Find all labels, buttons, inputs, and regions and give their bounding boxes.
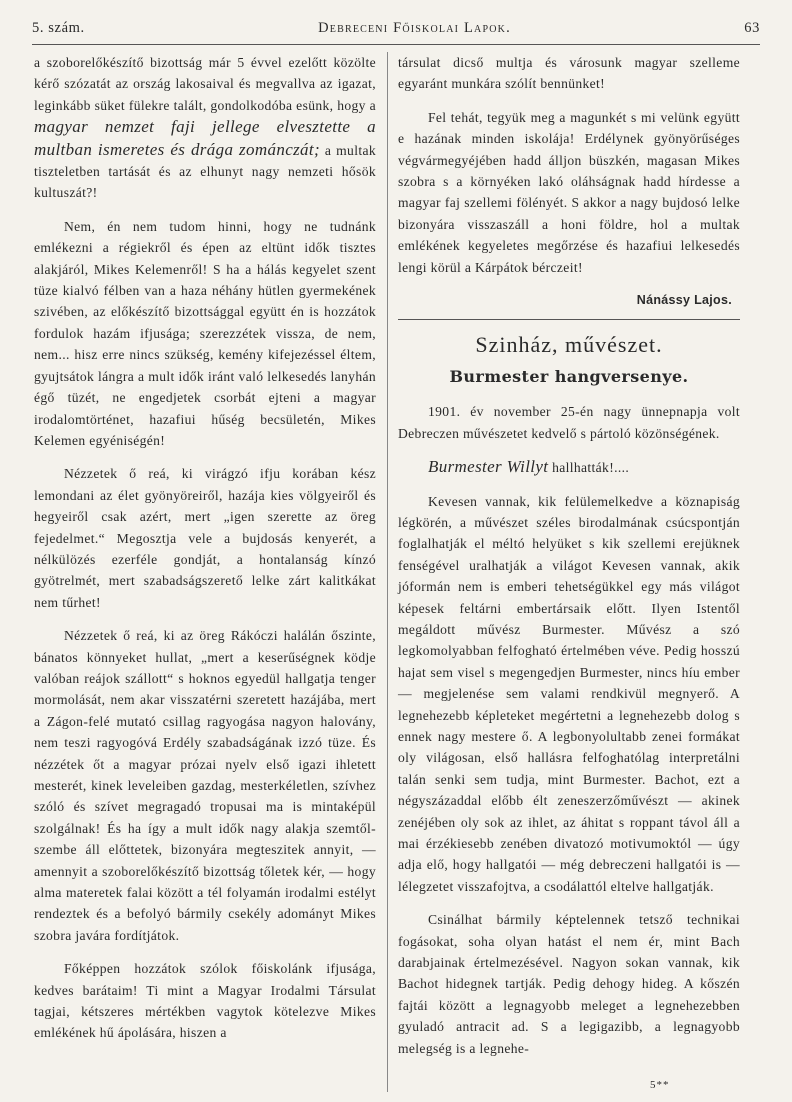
left-column <box>34 52 376 1056</box>
header-rule <box>32 44 760 45</box>
right-paragraph-3: 1901. év november 25-én nagy ünnepnapja volt Debreczen művészetet kedvelő s pártoló közönségének. <box>398 404 740 441</box>
left-paragraph-2: Nem, én nem tudom hinni, hogy ne tudnánk emlékezni a régiekről és épen az eltünt idők tisztes alakjáról, Mikes Kelemenről! S ha a hálás kegyelet szent tüze kialvó félben van a haza néhány hütlen gyermekének szivében, az előkészítő bizottsággal együtt én is hozzátok fordulok hazám ifjusága; szerezzétek vissza, de nem, nem... hisz erre nincs szükség, kemény kifejezéssel éltem, gyujtsátok lángra a mult idők iránt való lelkesedés lanyhán égő tüzét, ne engedjetek csorbát ejteni a magyar irodalomtörténet, hazafiui hűség becsületén, Mikes Kelemen egyéniségén! <box>34 218 376 448</box>
left-paragraph-5: Főképpen hozzátok szólok főiskolánk ifjusága, kedves barátaim! Ti mint a Magyar Irodalmi Társulat tagjai, kétszeres mértékben vagytok kötelezve Mikes emlékének hű ápolására, hiszen a <box>34 961 376 1041</box>
left-paragraph-1: a szoborelőkészítő bizottság már 5 évvel ezelőtt közölte kérő szózatát az ország lakosaival és megvallva az igazat, leginkább süket fülekre talált, gondolkodóba esünk, hogy a magyar nemzet faji jellege elvesztette a multban ismeretes és drága zománczát; a multak tiszteletben tartását és az elhunyt nagy nemzeti hősök kultuszát?! <box>34 55 376 201</box>
column-divider <box>387 52 388 1092</box>
page-header <box>32 20 760 42</box>
section-rule <box>398 319 740 320</box>
author-signature: Nánássy Lajos. <box>636 293 732 308</box>
right-paragraph-4: Burmester Willyt hallhatták!.... <box>428 457 630 477</box>
issue-number: 5. szám. <box>32 20 85 36</box>
publication-title: Debreceni Főiskolai Lapok. <box>318 20 511 36</box>
section-title: Szinház, művészet. <box>475 332 663 358</box>
page-number: 63 <box>744 20 760 36</box>
printer-signature-mark: 5** <box>650 1079 670 1091</box>
emphasis-phrase: magyar nemzet faji jellege elvesztette a multban ismeretes és drága zománczát; <box>34 117 376 159</box>
article-title: Burmester hangversenye. <box>449 366 689 386</box>
performer-name: Burmester Willyt <box>428 457 549 477</box>
left-paragraph-3: Nézzetek ő reá, ki virágzó ifju korában kész lemondani az élet gyönyöreiről, hazája kies völgyeiről és hegyeiről csak azért, mert „igen szerette az öreg fejedelmet.“ Megosztja vele a bujdosás kenyerét, a nélkülözés ezerféle gondját, a hontalanság kínzó gyötrelmét, mert szabadságszerető lelke zárt kalitkákat nem tűrhet! <box>34 466 376 610</box>
right-paragraph-2: Fel tehát, tegyük meg a magunkét s mi velünk együtt e hazának minden iskolája! Erdélynek gyönyörűséges végvármegyéjében hadd álljon büszkén, magasan Mikes szobra s a környéken lakó oláhságnak hadd hírdesse a magyar faj szellemi fölényét. S akkor a nagy bujdosó lelke bizonyára visszaszáll a honi földre, hol a multak emlékének kegyeletes megőrzése és hazafiui lelkesedés lengi körül a Kárpátok bérczeit! <box>398 109 740 275</box>
right-column <box>398 52 740 1071</box>
right-paragraph-6: Csinálhat bármily képtelennek tetsző technikai fogásokat, soha olyan hatást el nem ér, mint Bach darabjainak értelmezésével. Nagyon sokan vannak, kik Bachot hidegnek tartják. Pedig dehogy hideg. A kőszén fajtái között a legnagyobb meleget a legnehezebben gyuladó antracit ad. S a legigazibb, a legnagyobb melegség is a legnehe- <box>398 912 740 1056</box>
left-paragraph-4: Nézzetek ő reá, ki az öreg Rákóczi halálán őszinte, bánatos könnyeket hullat, „mert a keserűségnek ködje valóban reájok szállott“ s hoknos egyedül hallgatja tenger mormolását, nem akar visszatérni szeretett hazájába, mert a Zágon-felé mutató csillag ragyogása nagyon halovány, nem teszi ragyogóvá Erdély szabadságának izzó tüze. És nézzétek őt a magyar prózai nyelv első igazi ihletett mesterét, kinek leveleiben gazdag, mesterkéletlen, szívhez szóló és szívet megragadó tropusai ma is mintaképül szolgálnak! És ha így a mult idők nagy alakja szemtől-szembe áll előttetek, bizonyára megteszitek annyit, — amennyit a szoborelőkészítő bizottság tőletek kér, — hogy alma materetek falai között a tél folyamán irodalmi estélyt rendeztek és a befolyó bármily csekély adományt Mikes szobra javára fordítjátok. <box>34 628 376 943</box>
right-paragraph-1: társulat dicső multja és városunk magyar szelleme egyaránt munkára szólít bennünket! <box>398 55 740 92</box>
right-paragraph-5: Kevesen vannak, kik felülemelkedve a köznapiság légkörén, a művészet széles birodalmának csúcspontján foglalhatják el méltó helyüket s kik szellemi erejüknek fenségével uralhatják a világot Kevesen vannak, akik jóformán nem is emberi tehetségükkel egy más világot képesek feltárni embertársaik előtt. Ilyen Istentől megáldott művész Burmester. Művész a szó legkomolyabban felfogható értelmében véve. Pedig hosszú hajat sem visel s megengedjen Burmester, nincs híu ember — megjelenése sem valami rendkivül megnyerő. A legnehezebb képleteket megértetni a legnehezebb dolog s ennek nagy mestere ő. A legbonyolultabb zenei formákat oly világosan, első hallásra felfoghatólag interpretálni talán senki sem tudja, mint Burmester. Bachot, ezt a négyszázaddal előbb élt zeneszerzőművészt — akinek zenéjében oly sok az ihlet, az áhitat s roppant távol áll a mai érzékiesebb zenében divatozó motivumoktól — úgy adja elő, hogy hallgatói — még debreczeni hallgatói is — lélegzetet visszafojtva, a csodálattól eltelve hallgatják. <box>398 493 740 894</box>
